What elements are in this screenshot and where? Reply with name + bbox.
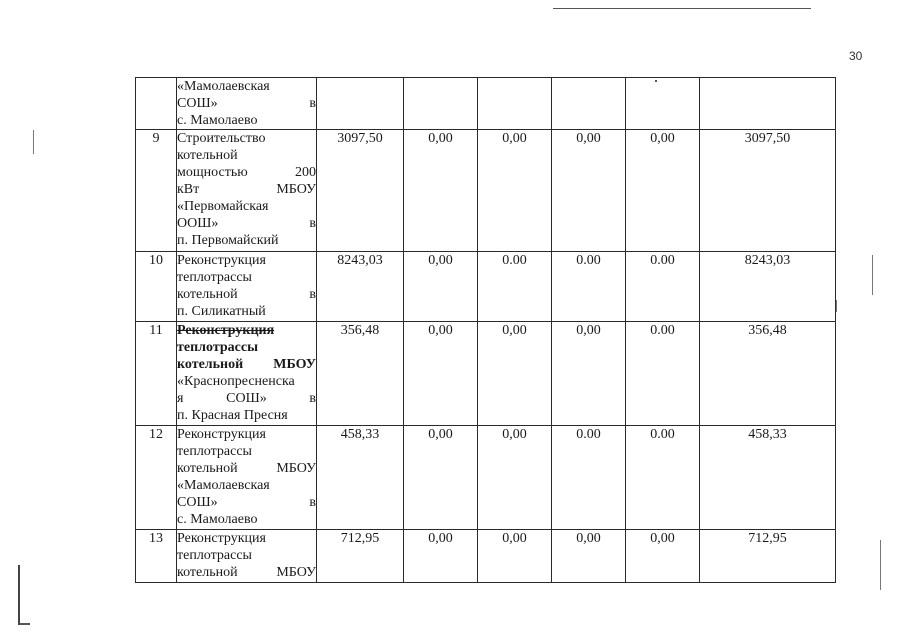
measure-name-word: в — [309, 96, 316, 111]
measure-name-word: Реконструкция — [177, 531, 266, 546]
measure-name-word: МБОУ — [276, 565, 316, 580]
total-cell: 458,33 — [700, 426, 836, 530]
measure-name-word: Реконструкция — [177, 253, 266, 268]
value-cell: 0.00 — [552, 426, 626, 530]
measure-name-word: в — [309, 495, 316, 510]
table-body — [136, 78, 836, 583]
measure-name-word: в — [309, 287, 316, 302]
measure-name-line — [177, 564, 316, 581]
measure-name-line — [177, 252, 316, 269]
budget-table — [135, 77, 836, 583]
table-row — [136, 78, 836, 130]
value-cell: 0,00 — [552, 130, 626, 252]
measure-name-line — [177, 511, 316, 528]
scan-mark — [20, 623, 30, 625]
value-cell: 458,33 — [317, 426, 404, 530]
scan-mark — [836, 300, 837, 312]
top-rule-line — [553, 8, 811, 9]
measure-name-line — [177, 390, 316, 407]
measure-name-line — [177, 477, 316, 494]
value-cell: 0.00 — [626, 322, 700, 426]
total-cell: 712,95 — [700, 530, 836, 583]
measure-name-word: в — [309, 216, 316, 231]
measure-name-line — [177, 164, 316, 181]
measure-name-line — [177, 407, 316, 424]
value-cell: 0,00 — [478, 426, 552, 530]
measure-name-word: я — [177, 391, 184, 406]
total-cell: 356,48 — [700, 322, 836, 426]
value-cell: 0,00 — [478, 322, 552, 426]
measure-name-word: ООШ» — [177, 216, 219, 231]
table-row — [136, 426, 836, 530]
measure-name-word: в — [309, 391, 316, 406]
value-cell: 0,00 — [552, 322, 626, 426]
measure-name-word: с. Мамолаево — [177, 113, 258, 128]
scan-mark — [33, 130, 34, 154]
measure-name-line — [177, 286, 316, 303]
total-cell: 3097,50 — [700, 130, 836, 252]
value-cell: 0,00 — [404, 530, 478, 583]
measure-name-word: «Первомайская — [177, 199, 269, 214]
measure-name-line — [177, 269, 316, 286]
measure-name-line — [177, 322, 316, 339]
measure-name-line — [177, 303, 316, 320]
measure-name-line — [177, 460, 316, 477]
table-row — [136, 530, 836, 583]
measure-name-cell — [177, 530, 317, 583]
measure-name-word: теплотрассы — [177, 270, 252, 285]
value-cell — [317, 78, 404, 130]
row-number-cell: 9 — [136, 130, 177, 252]
scan-mark — [880, 540, 881, 590]
measure-name-line — [177, 147, 316, 164]
value-cell: 0.00 — [626, 426, 700, 530]
scan-mark — [18, 565, 20, 625]
measure-name-word: 200 — [295, 165, 316, 180]
measure-name-line — [177, 443, 316, 460]
measure-name-line — [177, 356, 316, 373]
measure-name-line — [177, 78, 316, 95]
measure-name-cell — [177, 322, 317, 426]
measure-name-word: СОШ» — [177, 96, 218, 111]
measure-name-line — [177, 112, 316, 129]
value-cell: 0,00 — [404, 252, 478, 322]
value-cell: 0,00 — [478, 130, 552, 252]
measure-name-cell — [177, 130, 317, 252]
measure-name-word: Строительство — [177, 131, 266, 146]
value-cell: 8243,03 — [317, 252, 404, 322]
measure-name-cell — [177, 78, 317, 130]
measure-name-word: СОШ» — [177, 495, 218, 510]
measure-name-word: котельной — [177, 148, 238, 163]
row-number-cell: 10 — [136, 252, 177, 322]
measure-name-word: теплотрассы — [177, 444, 252, 459]
row-number-cell: 12 — [136, 426, 177, 530]
value-cell: 712,95 — [317, 530, 404, 583]
measure-name-cell — [177, 426, 317, 530]
measure-name-word: «Мамолаевская — [177, 478, 270, 493]
measure-name-word: с. Мамолаево — [177, 512, 258, 527]
value-cell: 356,48 — [317, 322, 404, 426]
value-cell — [552, 78, 626, 130]
row-number-cell — [136, 78, 177, 130]
value-cell — [404, 78, 478, 130]
measure-name-word: Реконструкция — [177, 323, 275, 338]
measure-name-line — [177, 95, 316, 112]
measure-name-line — [177, 339, 316, 356]
measure-name-word: Реконструкция — [177, 427, 266, 442]
value-cell — [626, 78, 700, 130]
measure-name-word: п. Силикатный — [177, 304, 266, 319]
value-cell: 0,00 — [478, 530, 552, 583]
measure-name-line — [177, 530, 316, 547]
measure-name-word: котельной — [177, 461, 238, 476]
page-number: 30 — [849, 49, 863, 63]
value-cell: 3097,50 — [317, 130, 404, 252]
measure-name-word: «Мамолаевская — [177, 79, 270, 94]
value-cell — [478, 78, 552, 130]
measure-name-line — [177, 130, 316, 147]
measure-name-line — [177, 494, 316, 511]
measure-name-word: теплотрассы — [177, 340, 259, 355]
measure-name-word: МБОУ — [276, 182, 316, 197]
measure-name-line — [177, 181, 316, 198]
measure-name-line — [177, 547, 316, 564]
measure-name-word: мощностью — [177, 165, 248, 180]
total-cell: 8243,03 — [700, 252, 836, 322]
table-row — [136, 130, 836, 252]
measure-name-line — [177, 373, 316, 390]
total-cell — [700, 78, 836, 130]
measure-name-word: МБОУ — [273, 357, 316, 372]
value-cell: 0.00 — [626, 252, 700, 322]
value-cell: 0,00 — [404, 130, 478, 252]
table-row — [136, 322, 836, 426]
scan-mark — [872, 255, 873, 295]
measure-name-word: «Краснопресненска — [177, 374, 295, 389]
value-cell: 0,00 — [552, 530, 626, 583]
row-number-cell: 13 — [136, 530, 177, 583]
measure-name-word: котельной — [177, 287, 238, 302]
measure-name-line — [177, 198, 316, 215]
measure-name-line — [177, 426, 316, 443]
measure-name-cell — [177, 252, 317, 322]
value-cell: 0,00 — [626, 130, 700, 252]
value-cell: 0,00 — [626, 530, 700, 583]
measure-name-word: котельной — [177, 565, 238, 580]
measure-name-word: котельной — [177, 357, 244, 372]
measure-name-word: МБОУ — [276, 461, 316, 476]
measure-name-word: теплотрассы — [177, 548, 252, 563]
value-cell: 0,00 — [404, 426, 478, 530]
measure-name-line — [177, 215, 316, 232]
table-row — [136, 252, 836, 322]
value-cell: 0,00 — [404, 322, 478, 426]
measure-name-word: п. Первомайский — [177, 233, 279, 248]
value-cell: 0.00 — [552, 252, 626, 322]
measure-name-line — [177, 232, 316, 249]
row-number-cell: 11 — [136, 322, 177, 426]
measure-name-word: п. Красная Пресня — [177, 408, 288, 423]
measure-name-word: СОШ» — [226, 391, 267, 406]
measure-name-word: кВт — [177, 182, 200, 197]
value-cell: 0.00 — [478, 252, 552, 322]
